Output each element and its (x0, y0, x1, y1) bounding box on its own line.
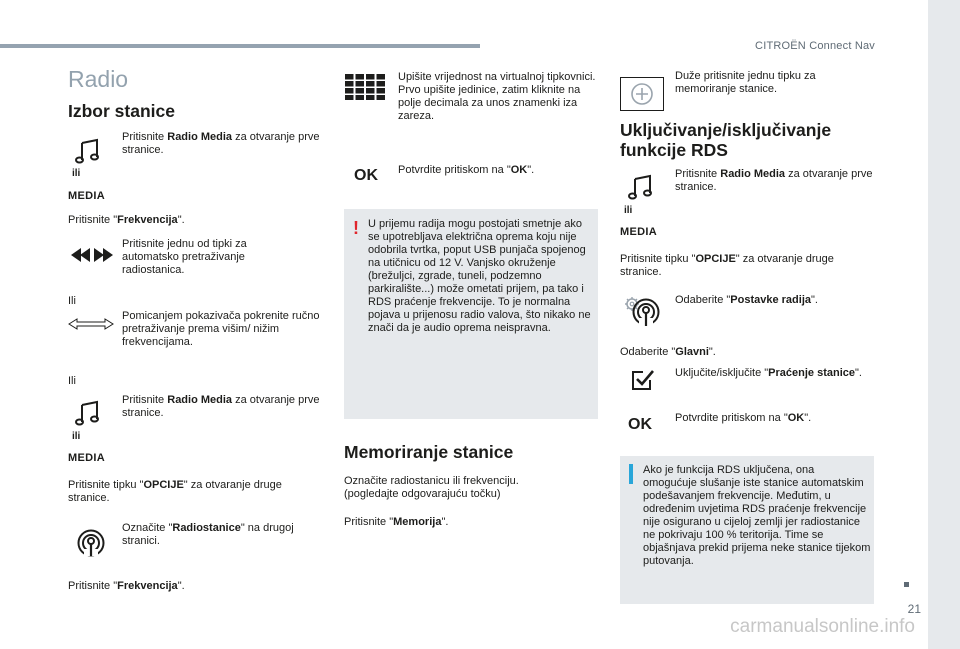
page-end-marker (904, 582, 909, 587)
ok-icon: OK (354, 167, 378, 184)
info-icon (629, 464, 633, 484)
heading-memoriranje: Memoriranje stanice (344, 442, 514, 462)
rds-label-ili: ili (624, 205, 633, 216)
info-text: Ako je funkcija RDS uključena, ona omogućuje slušanje iste stanice automatskim podešavanjem frekvencije. Međutim, u određenim uvjetima RDS praćenje frekvencije nije osigurano u cijeloj zemlji jer radiostanice ne pokrivaju 100 % teritorija. Time se objašnjava prekid prijema neke stanice tijekom putovanja. (643, 464, 871, 567)
checkbox-icon (631, 369, 655, 391)
label-ili: ili (72, 168, 81, 179)
rds-step-postavke: Odaberite "Postavke radija". (675, 294, 818, 306)
step-radiostanice: Označite "Radiostanice" na drugoj stranici. (122, 522, 294, 547)
step-frekvencija: Pritisnite "Frekvencija". (68, 214, 185, 226)
music-note-icon (75, 138, 101, 164)
keypad-instructions: Upišite vrijednost na virtualnoj tipkovnici. Prvo upišite jedinice, zatim kliknite na polje decimala za unos znamenki iza zareza. (398, 71, 596, 122)
step-manual-search: Pomicanjem pokazivača pokrenite ručno pretraživanje prema višim/ nižim frekvencijama. (122, 310, 320, 348)
page-side-strip (928, 0, 960, 649)
label-media-2: MEDIA (68, 452, 105, 464)
add-preset-icon (620, 77, 664, 111)
radio-settings-icon (624, 295, 660, 327)
rds-step-pracenje: Uključite/isključite "Praćenje stanice". (675, 367, 862, 379)
label-ili-a: Ili (68, 295, 76, 307)
memoriranje-text: Označite radiostanicu ili frekvenciju. (pogledajte odgovarajuću točku) (344, 475, 519, 500)
rds-step-opcije: Pritisnite tipku "OPCIJE" za otvaranje druge stranice. (620, 253, 834, 278)
warning-text: U prijemu radija mogu postojati smetnje ako se upotrebljava električna oprema koju nije odobrila tvrtka, poput USB punjača spojenog na utičnicu od 12 V. Vanjsko okruženje (brežuljci, zgrade, tuneli, podzemno parkiralište...) može ometati prijem, pa tako i RDS praćenje frekvencije. To je normalna pojava u prijenosu radio valova, što nikako ne znači da je audio oprema neispravna. (368, 218, 591, 334)
ok-icon-2: OK (628, 416, 652, 433)
warning-icon: ! (353, 218, 359, 238)
heading-izbor-stanice: Izbor stanice (68, 101, 175, 121)
rds-step-confirm-ok: Potvrdite pritiskom na "OK". (675, 412, 812, 424)
section-title: Radio (68, 66, 129, 92)
seek-arrows-icon (70, 248, 114, 262)
label-media: MEDIA (68, 190, 105, 202)
watermark: carmanualsonline.info (730, 616, 915, 637)
keypad-icon (345, 74, 385, 100)
step-auto-search: Pritisnite jednu od tipki za automatsko pretraživanje radiostanica. (122, 238, 247, 276)
brand-label: CITROËN Connect Nav (755, 40, 875, 52)
radio-antenna-icon (77, 529, 105, 557)
heading-rds-line2: funkcije RDS (620, 140, 728, 160)
rds-label-media: MEDIA (620, 226, 657, 238)
step-radio-media-2: Pritisnite Radio Media za otvaranje prve stranice. (122, 394, 320, 419)
rds-step-radio-media: Pritisnite Radio Media za otvaranje prve stranice. (675, 168, 873, 193)
label-ili-2: ili (72, 431, 81, 442)
slider-arrow-icon (68, 318, 114, 330)
music-note-icon-3 (628, 174, 654, 200)
step-memorija: Pritisnite "Memorija". (344, 516, 449, 528)
rds-step-glavni: Odaberite "Glavni". (620, 346, 716, 358)
page-number: 21 (907, 602, 921, 616)
heading-rds-line1: Uključivanje/isključivanje (620, 120, 832, 140)
step-confirm-ok: Potvrdite pritiskom na "OK". (398, 164, 535, 176)
step-opcije: Pritisnite tipku "OPCIJE" za otvaranje druge stranice. (68, 479, 282, 504)
header-rule (0, 44, 480, 48)
label-ili-b: Ili (68, 375, 76, 387)
hold-to-save: Duže pritisnite jednu tipku za memoriranje stanice. (675, 70, 816, 95)
music-note-icon-2 (75, 400, 101, 426)
step-radio-media: Pritisnite Radio Media za otvaranje prve stranice. (122, 131, 320, 156)
step-frekvencija-2: Pritisnite "Frekvencija". (68, 580, 185, 592)
